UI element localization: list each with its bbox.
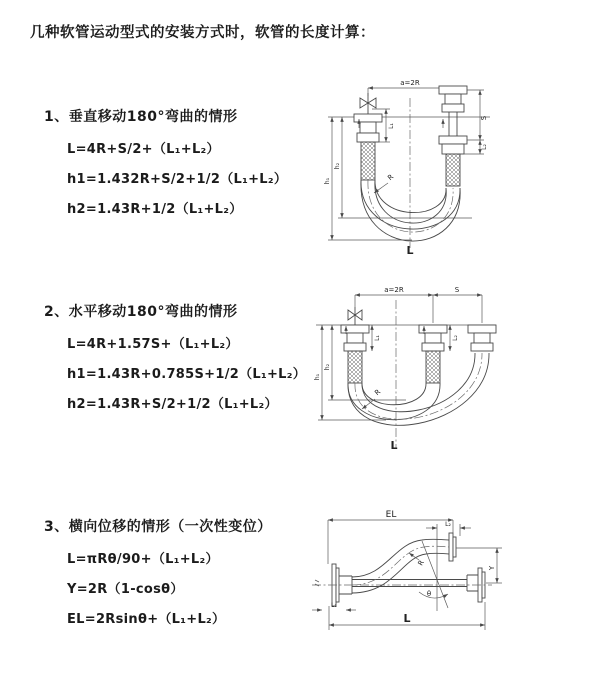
dim-label-s: S bbox=[454, 286, 460, 294]
valve-icon bbox=[348, 307, 362, 325]
formula-line: h1=1.43R+0.785S+1/2（L₁+L₂） bbox=[67, 367, 307, 382]
dim-label-a2r: a=2R bbox=[400, 79, 420, 87]
dim-label-l1: L₁ bbox=[388, 123, 395, 129]
left-fitting bbox=[354, 114, 382, 180]
middle-fitting bbox=[419, 325, 447, 383]
length-label: L bbox=[390, 439, 398, 452]
right-fitting bbox=[439, 86, 467, 186]
formula-line: L=4R+S/2+（L₁+L₂） bbox=[67, 142, 220, 157]
formula-line: Y=2R（1-cosθ） bbox=[67, 582, 184, 597]
braided-hose-section bbox=[361, 142, 375, 180]
radius-label: R bbox=[416, 558, 426, 568]
angle-label: θ bbox=[426, 590, 432, 598]
hose-bend-arcs bbox=[361, 180, 460, 241]
valve-icon bbox=[360, 93, 376, 114]
dim-label-s: S bbox=[480, 115, 488, 121]
left-fitting bbox=[341, 325, 369, 383]
dim-label-h2: h₂ bbox=[334, 162, 341, 170]
dim-label-h2: h₂ bbox=[324, 363, 331, 371]
formula-line: EL=2Rsinθ+（L₁+L₂） bbox=[67, 612, 226, 627]
upper-flange bbox=[449, 533, 456, 561]
radius-label: R bbox=[386, 172, 396, 183]
diagram-lateral-displacement bbox=[296, 506, 600, 650]
formula-line: h1=1.432R+S/2+1/2（L₁+L₂） bbox=[67, 172, 288, 187]
dim-label-el: EL bbox=[385, 510, 397, 520]
radius-label: R bbox=[373, 387, 383, 398]
formula-line: L=πRθ/90+（L₁+L₂） bbox=[67, 552, 219, 567]
section-1-heading: 1、垂直移动180°弯曲的情形 bbox=[44, 109, 238, 125]
braided-hose-section bbox=[446, 154, 460, 186]
formula-line: h2=1.43R+1/2（L₁+L₂） bbox=[67, 202, 243, 217]
formula-line: h2=1.43R+S/2+1/2（L₁+L₂） bbox=[67, 397, 278, 412]
diagram-horizontal-180-bend bbox=[306, 282, 598, 454]
dim-label-l2: L₂ bbox=[445, 521, 451, 528]
section-2-heading: 2、水平移动180°弯曲的情形 bbox=[44, 304, 238, 320]
dim-label-l1: L₁ bbox=[331, 602, 337, 609]
dim-label-l1: L₁ bbox=[374, 335, 381, 341]
dim-label-h1: h₁ bbox=[314, 373, 321, 381]
braided-hose-section bbox=[348, 351, 362, 383]
hose-bend-arcs bbox=[348, 353, 489, 425]
dim-label-y: Y bbox=[488, 565, 496, 571]
diagram-vertical-180-bend bbox=[312, 76, 600, 258]
dim-label-h1: h₁ bbox=[324, 177, 331, 185]
length-label: L bbox=[403, 612, 411, 625]
section-3-heading: 3、横向位移的情形（一次性变位） bbox=[44, 519, 272, 535]
length-label: L bbox=[406, 244, 414, 257]
dim-label-l2: L₂ bbox=[481, 144, 488, 150]
dim-label-a2r: a=2R bbox=[384, 286, 404, 294]
dim-label-l2: L₂ bbox=[452, 335, 459, 341]
braided-hose-section bbox=[426, 351, 440, 383]
page-title: 几种软管运动型式的安装方式时，软管的长度计算： bbox=[30, 25, 375, 41]
formula-line: L=4R+1.57S+（L₁+L₂） bbox=[67, 337, 239, 352]
right-fitting bbox=[468, 325, 496, 351]
